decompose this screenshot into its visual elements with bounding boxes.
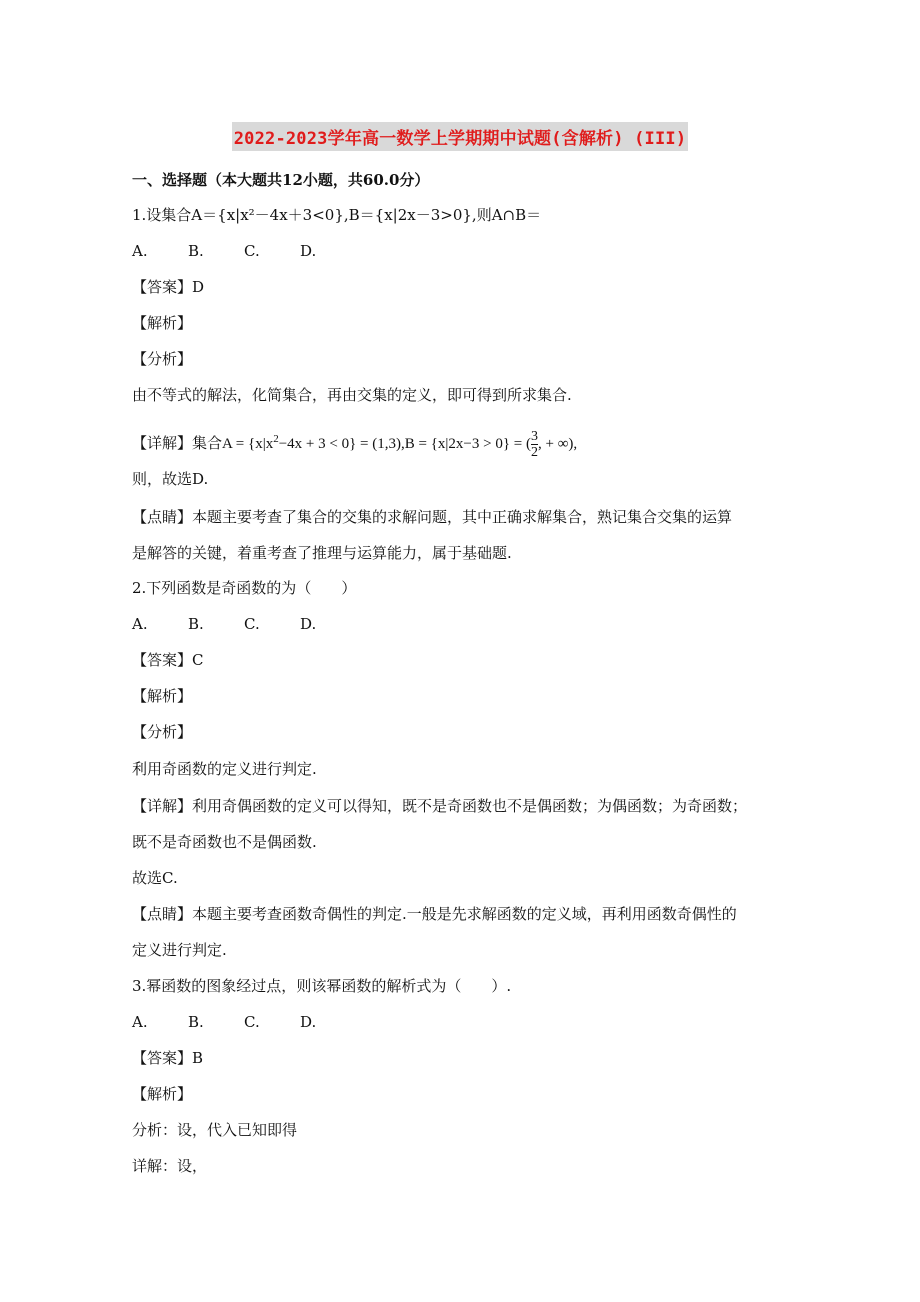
- q2-detail-line2: 既不是奇函数也不是偶函数.: [132, 833, 317, 851]
- q2-option-a: A.: [132, 615, 148, 633]
- q2-option-c: C.: [244, 615, 260, 633]
- q2-option-b: B.: [188, 615, 204, 633]
- q1-detail-label: 【详解】: [132, 434, 193, 452]
- q1-fenxi-label: 【分析】: [132, 350, 193, 368]
- q1-dianjing-line1: 【点睛】本题主要考查了集合的交集的求解问题，其中正确求解集合，熟记集合交集的运算: [132, 508, 733, 526]
- q3-stem: 3.幂函数的图象经过点，则该幂函数的解析式为（ ）.: [132, 977, 512, 995]
- q1-options: [132, 241, 356, 261]
- q2-option-d: D.: [300, 615, 317, 633]
- section-heading: 一、选择题（本大题共12小题，共60.0分）: [132, 171, 430, 189]
- document-title: 2022-2023学年高一数学上学期期中试题(含解析) (III): [232, 122, 689, 151]
- q1-jiexi-label: 【解析】: [132, 314, 193, 332]
- q2-dianjing-line2: 定义进行判定.: [132, 941, 227, 959]
- q1-detail-math-b: −4x + 3 < 0} = (1,3),B = {x|2x−3 > 0} = (: [278, 436, 531, 452]
- q1-stem: 1.设集合A＝{x|x²－4x＋3<0},B＝{x|2x－3>0},则A∩B＝: [132, 206, 542, 224]
- q2-fenxi-text: 利用奇函数的定义进行判定.: [132, 760, 317, 778]
- q3-options: [132, 1012, 356, 1032]
- q1-answer: 【答案】D: [132, 278, 205, 296]
- q3-xiangjie: 详解：设，: [132, 1157, 208, 1175]
- q3-option-c: C.: [244, 1013, 260, 1031]
- q1-fraction: [531, 429, 538, 460]
- q1-conclusion: 则，故选D.: [132, 470, 209, 488]
- q1-detail-math-c: , + ∞),: [537, 436, 578, 452]
- q1-fenxi-text: 由不等式的解法，化简集合，再由交集的定义，即可得到所求集合.: [132, 386, 572, 404]
- q1-detail-math-a: A = {x|x: [222, 436, 274, 452]
- q2-stem: 2.下列函数是奇函数的为（ ）: [132, 579, 357, 597]
- q2-fenxi-label: 【分析】: [132, 723, 193, 741]
- q2-answer: 【答案】C: [132, 651, 204, 669]
- q1-option-d: D.: [300, 242, 317, 260]
- q1-frac-num: 3: [530, 428, 538, 444]
- q3-answer: 【答案】B: [132, 1049, 204, 1067]
- q3-jiexi-label: 【解析】: [132, 1085, 193, 1103]
- title-wrap: [0, 122, 920, 151]
- q1-detail-line: [132, 424, 577, 460]
- q3-option-a: A.: [132, 1013, 148, 1031]
- q3-option-d: D.: [300, 1013, 317, 1031]
- q2-jiexi-label: 【解析】: [132, 687, 193, 705]
- q3-option-b: B.: [188, 1013, 204, 1031]
- q2-options: [132, 614, 356, 634]
- q1-dianjing-line2: 是解答的关键，着重考查了推理与运算能力，属于基础题.: [132, 544, 512, 562]
- q1-option-b: B.: [188, 242, 204, 260]
- q3-fenxi: 分析：设，代入已知即得: [132, 1121, 298, 1139]
- q1-option-a: A.: [132, 242, 148, 260]
- q1-detail-prefix: 集合: [192, 434, 223, 452]
- q1-detail-sup: 2: [273, 433, 279, 445]
- q1-frac-den: 2: [530, 444, 538, 460]
- q2-detail-line1: 【详解】利用奇偶函数的定义可以得知，既不是奇函数也不是偶函数；为偶函数；为奇函数；: [132, 797, 748, 815]
- q2-conclusion: 故选C.: [132, 869, 178, 887]
- q1-option-c: C.: [244, 242, 260, 260]
- q2-dianjing-line1: 【点睛】本题主要考查函数奇偶性的判定.一般是先求解函数的定义域，再利用函数奇偶性的: [132, 905, 737, 923]
